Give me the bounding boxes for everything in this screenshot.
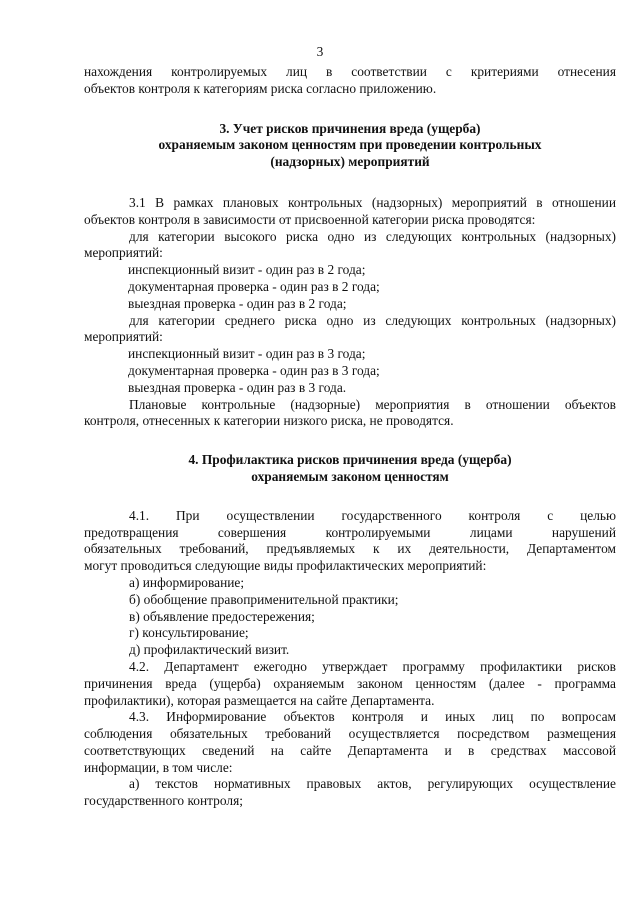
medium-risk-item: инспекционный визит - один раз в 3 года;: [128, 346, 366, 362]
medium-risk-line-2: мероприятий:: [84, 329, 163, 345]
section-3-heading-line-3: (надзорных) мероприятий: [270, 154, 430, 170]
paragraph-4-2-line-3: профилактики), которая размещается на сайте Департамента.: [84, 692, 435, 708]
high-risk-item: документарная проверка - один раз в 2 года;: [128, 278, 380, 294]
high-risk-line-1: для категории высокого риска одно из следующих контрольных (надзорных): [129, 228, 616, 244]
paragraph-4-1-line-2: предотвращения совершения контролируемыми лицами нарушений: [84, 524, 616, 540]
paragraph-3-1-line-2: объектов контроля в зависимости от присвоенной категории риска проводятся:: [84, 211, 536, 227]
intro-line-1: нахождения контролируемых лиц в соответствии с критериями отнесения: [84, 64, 616, 79]
paragraph-a-line-1: а) текстов нормативных правовых актов, регулирующих осуществление: [129, 776, 616, 792]
section-3-heading-line-2: охраняемым законом ценностям при проведении контрольных: [158, 137, 542, 153]
page-number: 3: [316, 44, 324, 59]
paragraph-4-3-line-3: соответствующих сведений на сайте Департамента и в средствах массовой: [84, 742, 616, 758]
low-risk-line-2: контроля, отнесенных к категории низкого риска, не проводятся.: [84, 413, 454, 429]
document-body: [84, 64, 616, 810]
low-risk-line-1: Плановые контрольные (надзорные) мероприятия в отношении объектов: [129, 396, 616, 412]
high-risk-item: инспекционный визит - один раз в 2 года;: [128, 262, 366, 278]
paragraph-4-3-line-4: информации, в том числе:: [84, 759, 233, 775]
section-4-heading-line-1: 4. Профилактика рисков причинения вреда (ущерба): [188, 452, 512, 468]
high-risk-line-2: мероприятий:: [84, 245, 163, 261]
medium-risk-item: выездная проверка - один раз в 3 года.: [128, 379, 347, 395]
medium-risk-line-1: для категории среднего риска одно из следующих контрольных (надзорных): [129, 312, 616, 328]
section-3-heading: [84, 121, 616, 171]
paragraph-4-1-line-4: могут проводиться следующие виды профилактических мероприятий:: [84, 558, 487, 574]
section-4-heading: [84, 452, 616, 486]
paragraph-4-3-line-2: соблюдения обязательных требований осуществляется посредством размещения: [84, 726, 616, 742]
prevention-item: д) профилактический визит.: [129, 642, 290, 658]
prevention-item: б) обобщение правоприменительной практики;: [129, 591, 399, 607]
medium-risk-item: документарная проверка - один раз в 3 года;: [128, 362, 380, 378]
prevention-item: а) информирование;: [129, 574, 245, 590]
prevention-item: в) объявление предостережения;: [129, 608, 315, 624]
intro-line-2: объектов контроля к категориям риска согласно приложению.: [84, 80, 437, 96]
paragraph-4-1-line-1: 4.1. При осуществлении государственного контроля с целью: [129, 507, 616, 523]
paragraph-a-line-2: государственного контроля;: [84, 793, 243, 809]
paragraph-4-2-line-2: причинения вреда (ущерба) охраняемым законом ценностям (далее - программа: [84, 675, 616, 691]
prevention-item: г) консультирование;: [129, 625, 249, 641]
paragraph-4-1-line-3: обязательных требований, предъявляемых к их деятельности, Департаментом: [84, 541, 616, 557]
paragraph-4-2-line-1: 4.2. Департамент ежегодно утверждает программу профилактики рисков: [129, 658, 616, 674]
paragraph-4-3-line-1: 4.3. Информирование объектов контроля и иных лиц по вопросам: [129, 709, 616, 725]
paragraph-3-1-line-1: 3.1 В рамках плановых контрольных (надзорных) мероприятий в отношении: [129, 194, 616, 210]
section-3-heading-line-1: 3. Учет рисков причинения вреда (ущерба): [219, 120, 481, 136]
high-risk-item: выездная проверка - один раз в 2 года;: [128, 295, 347, 311]
section-4-heading-line-2: охраняемым законом ценностям: [251, 468, 449, 484]
